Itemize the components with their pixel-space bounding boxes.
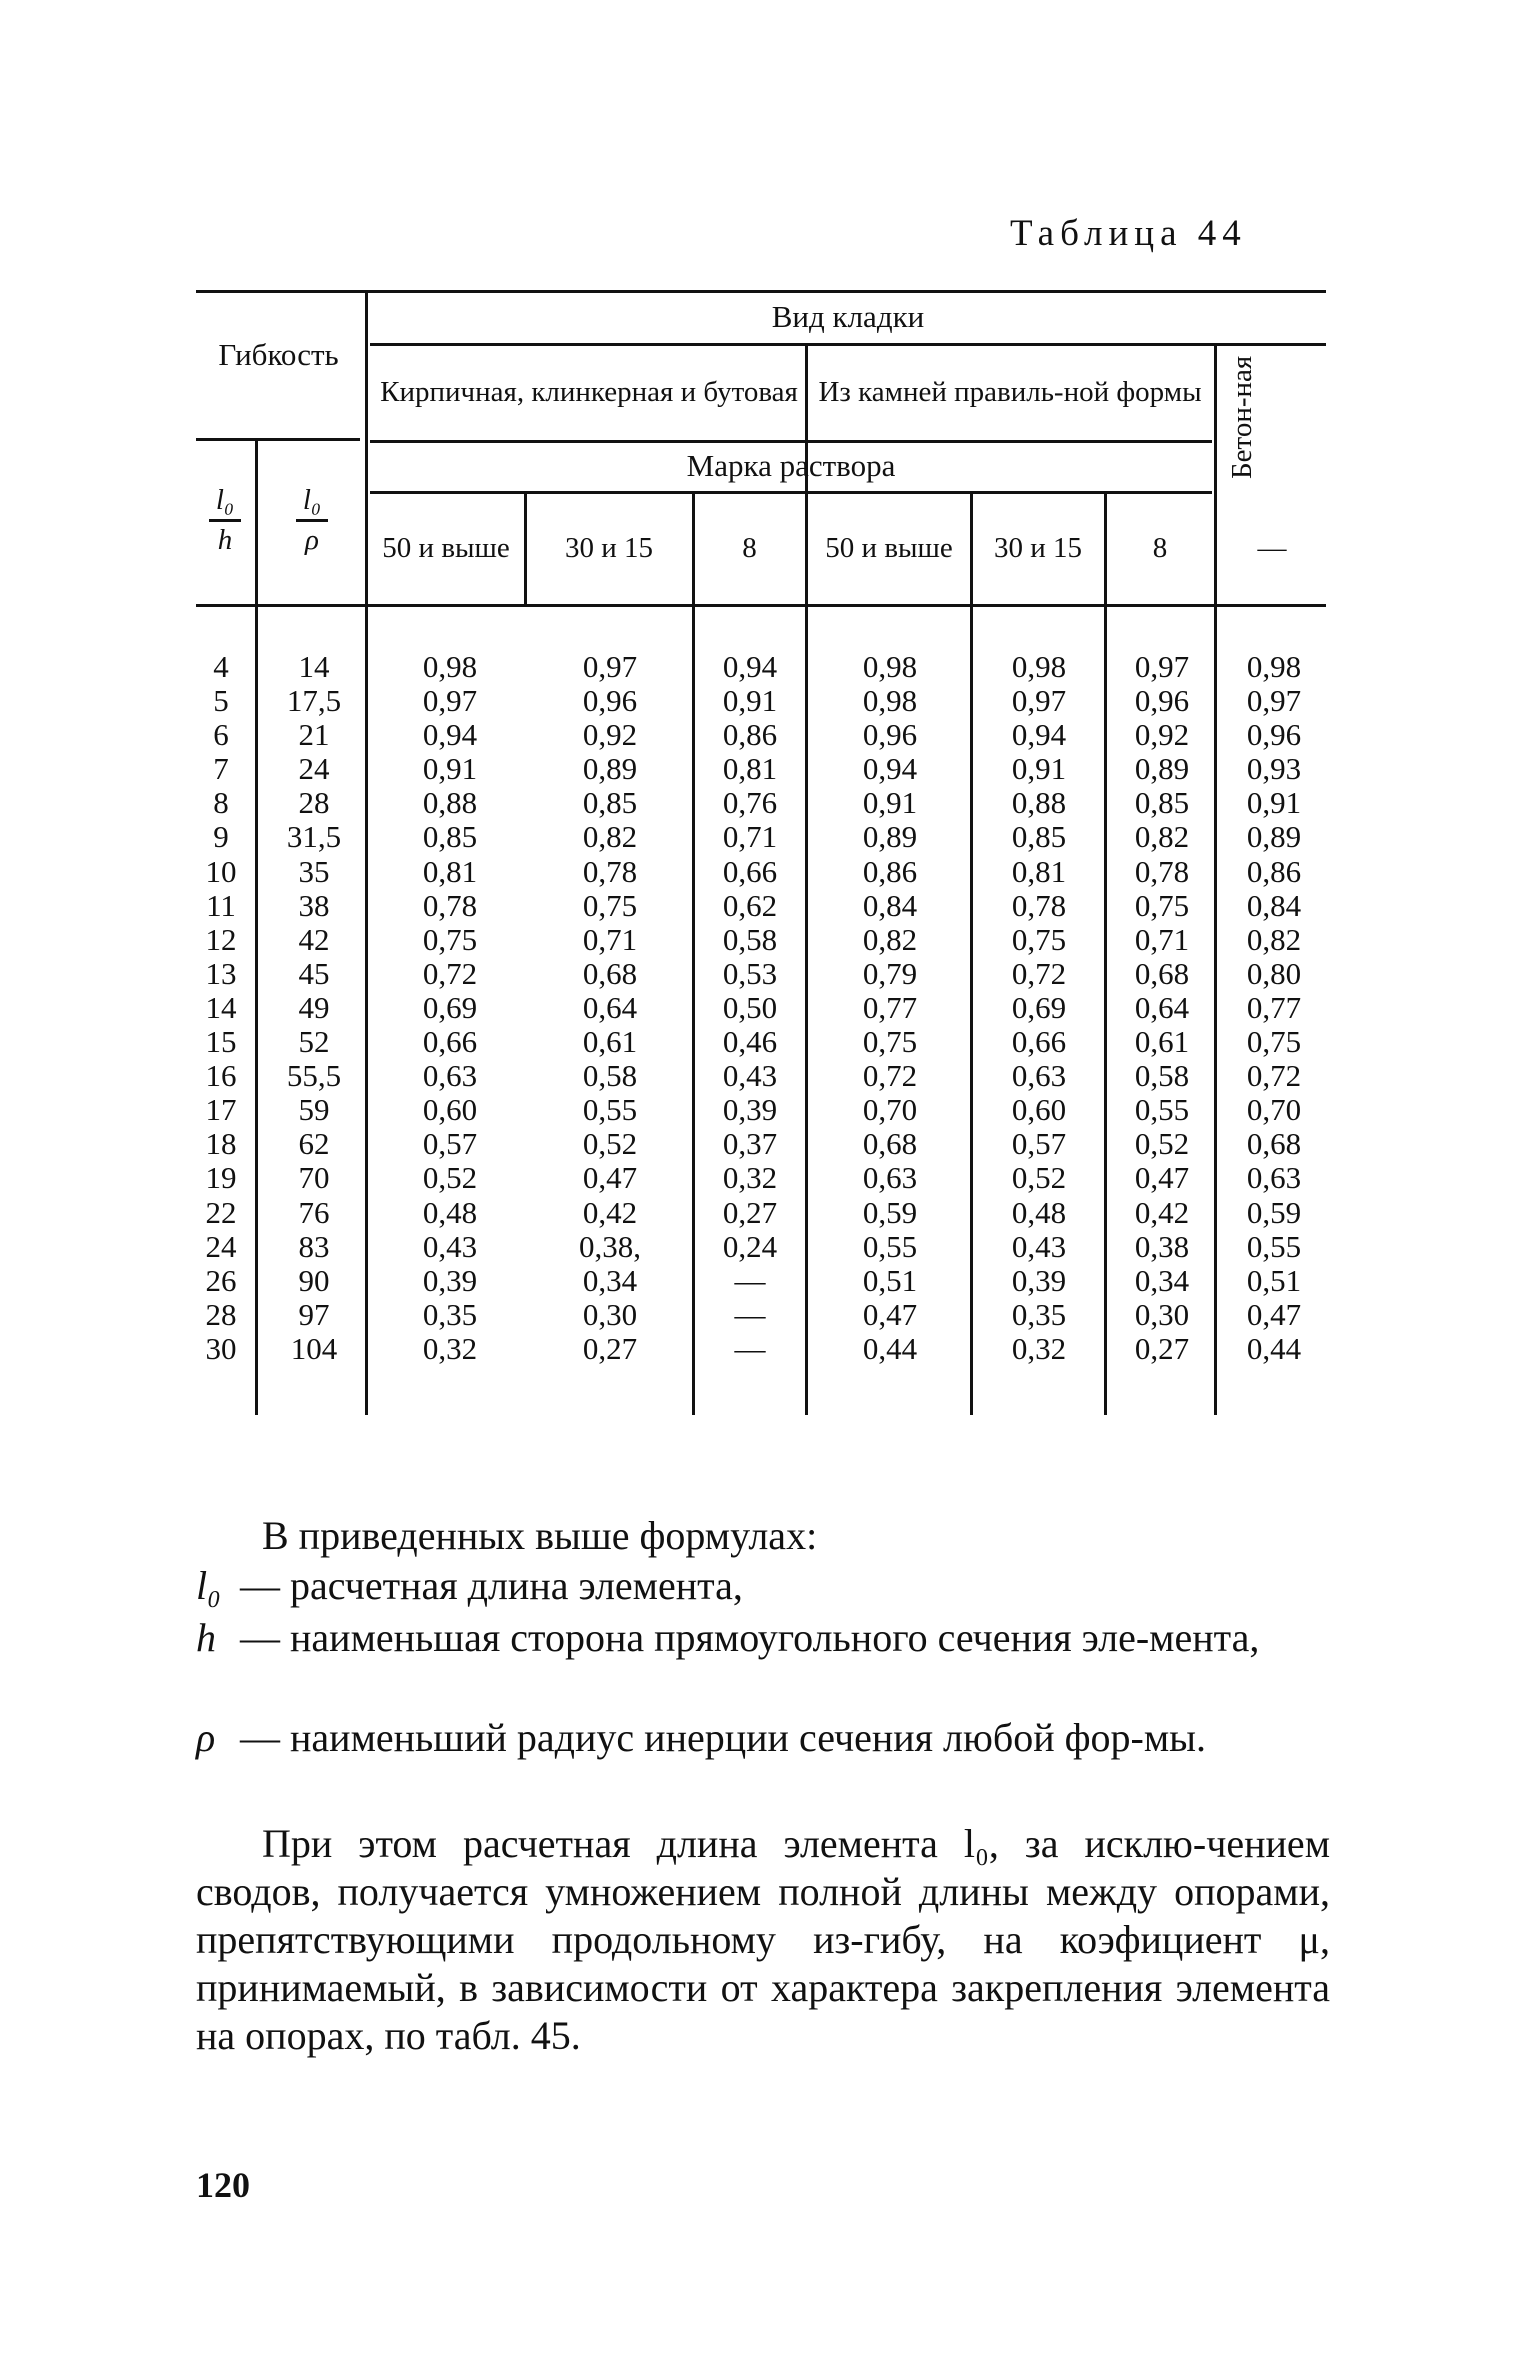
cell-l0h-8: 12 [205,921,237,957]
column-stone-50 [820,650,960,1366]
cell-brick8-15: 0,32 [722,1160,778,1196]
cell-stone50-12: 0,72 [862,1058,918,1094]
cell-stone8-1: 0,96 [1134,683,1190,719]
cell-brick30-1: 0,96 [582,683,638,719]
column-brick-30 [540,650,680,1366]
header-brick-30: 30 и 15 [564,531,654,564]
cell-stone30-0: 0,98 [1011,649,1067,684]
cell-l0rho-13: 59 [298,1092,330,1128]
cell-concrete-19: 0,47 [1246,1296,1302,1332]
cell-stone30-11: 0,66 [1011,1024,1067,1060]
cell-stone50-10: 0,77 [862,989,918,1025]
frac-num-l0b: l₀ [302,484,322,516]
cell-l0h-17: 24 [205,1228,237,1264]
cell-stone8-20: 0,27 [1134,1330,1190,1366]
def1-symbol: l₀ [196,1563,222,1608]
cell-brick50-12: 0,63 [422,1058,478,1094]
cell-l0h-14: 18 [205,1126,237,1162]
cell-l0rho-5: 31,5 [286,819,342,855]
cell-brick50-2: 0,94 [422,717,478,753]
cell-stone50-9: 0,79 [862,955,918,991]
header-vid-kladki: Вид кладки [771,298,925,334]
cell-brick8-5: 0,71 [722,819,778,855]
cell-stone30-3: 0,91 [1011,751,1067,787]
cell-stone50-13: 0,70 [862,1092,918,1128]
cell-brick30-0: 0,97 [582,649,638,684]
vline-h5 [1104,494,1107,1415]
cell-concrete-9: 0,80 [1246,955,1302,991]
cell-brick30-20: 0,27 [582,1330,638,1366]
cell-stone50-7: 0,84 [862,887,918,923]
cell-stone8-8: 0,71 [1134,921,1190,957]
intro-line: В приведенных выше формулах: [262,1513,818,1558]
cell-l0rho-6: 35 [298,853,330,889]
def2-symbol: h [196,1615,216,1660]
def2-text: — наименьшая сторона прямоугольного сечения эле-мента, [240,1615,1260,1660]
cell-stone30-4: 0,88 [1011,785,1067,821]
cell-l0h-18: 26 [205,1262,237,1298]
cell-brick50-18: 0,39 [422,1262,478,1298]
cell-concrete-16: 0,59 [1246,1194,1302,1230]
cell-l0h-12: 16 [205,1058,237,1094]
cell-brick30-11: 0,61 [582,1024,638,1060]
cell-l0rho-18: 90 [298,1262,330,1298]
cell-l0h-5: 9 [213,819,229,855]
column-concrete [1222,650,1326,1366]
cell-concrete-13: 0,70 [1246,1092,1302,1128]
cell-concrete-1: 0,97 [1246,683,1302,719]
cell-stone50-15: 0,63 [862,1160,918,1196]
cell-l0h-20: 30 [205,1330,237,1366]
cell-brick50-14: 0,57 [422,1126,478,1162]
column-stone-8 [1110,650,1214,1366]
cell-stone8-17: 0,38 [1134,1228,1190,1264]
cell-l0rho-0: 14 [298,649,330,684]
cell-stone30-17: 0,43 [1011,1228,1067,1264]
cell-l0h-7: 11 [206,887,236,923]
cell-stone8-9: 0,68 [1134,955,1190,991]
header-l0-over-h [196,484,254,557]
cell-stone30-6: 0,81 [1011,853,1067,889]
cell-stone30-7: 0,78 [1011,887,1067,923]
cell-l0rho-20: 104 [290,1330,338,1366]
header-kirpich: Кирпичная, клинкерная и бутовая [380,375,798,408]
cell-brick50-8: 0,75 [422,921,478,957]
cell-brick30-9: 0,68 [582,955,638,991]
header-stone-8: 8 [1152,531,1168,564]
header-concrete-dash: — [1257,531,1287,564]
cell-l0rho-17: 83 [298,1228,330,1264]
cell-stone50-14: 0,68 [862,1126,918,1162]
cell-brick30-2: 0,92 [582,717,638,753]
cell-brick8-9: 0,53 [722,955,778,991]
cell-brick8-10: 0,50 [722,989,778,1025]
cell-stone30-20: 0,32 [1011,1330,1067,1366]
header-marka: Марка раствора [686,448,896,484]
cell-stone8-2: 0,92 [1134,717,1190,753]
cell-brick8-3: 0,81 [722,751,778,787]
cell-stone8-3: 0,89 [1134,751,1190,787]
frac-den-rho: ρ [305,524,319,556]
vline-l0 [255,440,258,1415]
cell-stone30-15: 0,52 [1011,1160,1067,1196]
header-stone-50: 50 и выше [825,531,953,564]
cell-brick8-14: 0,37 [722,1126,778,1162]
cell-stone8-18: 0,34 [1134,1262,1190,1298]
cell-concrete-7: 0,84 [1246,887,1302,923]
header-brick-8: 8 [742,531,757,564]
cell-stone8-12: 0,58 [1134,1058,1190,1094]
frac-den-h: h [217,524,233,556]
cell-stone30-18: 0,39 [1011,1262,1067,1298]
cell-stone50-16: 0,59 [862,1194,918,1230]
cell-concrete-17: 0,55 [1246,1228,1302,1264]
column-l0-rho [262,650,366,1366]
cell-brick50-5: 0,85 [422,819,478,855]
cell-stone30-13: 0,60 [1011,1092,1067,1128]
cell-stone30-12: 0,63 [1011,1058,1067,1094]
cell-stone50-19: 0,47 [862,1296,918,1332]
cell-l0rho-2: 21 [298,717,330,753]
header-kamni: Из камней правиль-ной формы [818,375,1202,408]
cell-brick50-3: 0,91 [422,751,478,787]
cell-concrete-15: 0,63 [1246,1160,1302,1196]
def3-symbol: ρ [196,1715,216,1760]
cell-brick30-17: 0,38, [579,1228,641,1264]
cell-stone30-9: 0,72 [1011,955,1067,991]
cell-brick50-9: 0,72 [422,955,478,991]
cell-brick30-4: 0,85 [582,785,638,821]
cell-brick8-19: — [734,1296,766,1332]
cell-brick30-10: 0,64 [582,989,638,1025]
cell-l0h-13: 17 [205,1092,237,1128]
vline-h4 [970,494,973,1415]
cell-brick50-15: 0,52 [422,1160,478,1196]
vline-h2 [692,494,695,1415]
cell-l0h-11: 15 [205,1024,237,1060]
column-stone-30 [976,650,1102,1366]
cell-concrete-2: 0,96 [1246,717,1302,753]
cell-brick8-8: 0,58 [722,921,778,957]
header-l0-over-rho [260,484,364,557]
cell-brick50-6: 0,81 [422,853,478,889]
cell-l0rho-12: 55,5 [286,1058,342,1094]
cell-brick50-1: 0,97 [422,683,478,719]
cell-stone50-2: 0,96 [862,717,918,753]
column-brick-8 [698,650,802,1366]
cell-stone8-5: 0,82 [1134,819,1190,855]
cell-stone8-19: 0,30 [1134,1296,1190,1332]
cell-concrete-6: 0,86 [1246,853,1302,889]
cell-brick8-0: 0,94 [722,649,778,684]
cell-stone30-1: 0,97 [1011,683,1067,719]
cell-concrete-3: 0,93 [1246,751,1302,787]
cell-l0h-9: 13 [205,955,237,991]
cell-stone50-20: 0,44 [862,1330,918,1366]
rule-under-marka [370,491,1212,494]
cell-l0rho-11: 52 [298,1024,330,1060]
header-stone-30: 30 и 15 [993,531,1083,564]
cell-brick30-3: 0,89 [582,751,638,787]
cell-stone8-10: 0,64 [1134,989,1190,1025]
vline-h1 [524,494,527,604]
cell-brick50-16: 0,48 [422,1194,478,1230]
cell-concrete-18: 0,51 [1246,1262,1302,1298]
vline-h3 [805,346,808,1415]
cell-l0rho-14: 62 [298,1126,330,1162]
cell-stone8-7: 0,75 [1134,887,1190,923]
cell-stone30-19: 0,35 [1011,1296,1067,1332]
frac-num-l0: l₀ [215,484,235,516]
cell-concrete-14: 0,68 [1246,1126,1302,1162]
cell-stone8-13: 0,55 [1134,1092,1190,1128]
cell-brick30-15: 0,47 [582,1160,638,1196]
cell-l0h-2: 6 [213,717,229,753]
cell-stone8-4: 0,85 [1134,785,1190,821]
cell-brick8-20: — [734,1330,766,1366]
cell-stone30-2: 0,94 [1011,717,1067,753]
cell-l0rho-8: 42 [298,921,330,957]
cell-stone8-0: 0,97 [1134,649,1190,684]
cell-l0h-16: 22 [205,1194,237,1230]
cell-brick8-12: 0,43 [722,1058,778,1094]
cell-brick50-0: 0,98 [422,649,478,684]
cell-brick30-19: 0,30 [582,1296,638,1332]
cell-brick30-5: 0,82 [582,819,638,855]
cell-brick50-13: 0,60 [422,1092,478,1128]
cell-concrete-12: 0,72 [1246,1058,1302,1094]
cell-l0h-19: 28 [205,1296,237,1332]
page-number: 120 [196,2165,250,2205]
cell-brick8-18: — [734,1262,766,1298]
cell-l0h-6: 10 [205,853,237,889]
cell-stone30-5: 0,85 [1011,819,1067,855]
cell-brick50-19: 0,35 [422,1296,478,1332]
cell-stone8-15: 0,47 [1134,1160,1190,1196]
cell-brick8-6: 0,66 [722,853,778,889]
cell-stone8-11: 0,61 [1134,1024,1190,1060]
cell-stone50-18: 0,51 [862,1262,918,1298]
header-brick-50: 50 и выше [382,531,510,564]
cell-stone8-14: 0,52 [1134,1126,1190,1162]
cell-l0rho-15: 70 [298,1160,330,1196]
cell-concrete-4: 0,91 [1246,785,1302,821]
cell-l0h-0: 4 [213,649,229,684]
cell-brick8-7: 0,62 [722,887,778,923]
cell-concrete-10: 0,77 [1246,989,1302,1025]
cell-concrete-20: 0,44 [1246,1330,1302,1366]
cell-concrete-0: 0,98 [1246,649,1302,684]
cell-l0h-1: 5 [213,683,229,719]
rule-under-gibkost [196,438,360,441]
cell-stone30-10: 0,69 [1011,989,1067,1025]
cell-l0rho-16: 76 [298,1194,330,1230]
cell-brick30-16: 0,42 [582,1194,638,1230]
cell-concrete-8: 0,82 [1246,921,1302,957]
cell-brick8-2: 0,86 [722,717,778,753]
cell-brick30-7: 0,75 [582,887,638,923]
cell-l0rho-7: 38 [298,887,330,923]
cell-stone8-16: 0,42 [1134,1194,1190,1230]
cell-stone30-8: 0,75 [1011,921,1067,957]
cell-brick30-12: 0,58 [582,1058,638,1094]
column-l0-h [196,650,246,1366]
cell-stone30-14: 0,57 [1011,1126,1067,1162]
cell-l0h-10: 14 [205,989,237,1025]
cell-brick8-11: 0,46 [722,1024,778,1060]
cell-stone50-1: 0,98 [862,683,918,719]
header-gibkost: Гибкость [218,336,339,372]
cell-brick8-16: 0,27 [722,1194,778,1230]
cell-l0rho-9: 45 [298,955,330,991]
cell-brick8-4: 0,76 [722,785,778,821]
cell-stone50-3: 0,94 [862,751,918,787]
cell-l0h-3: 7 [213,751,229,787]
cell-brick50-11: 0,66 [422,1024,478,1060]
cell-stone50-6: 0,86 [862,853,918,889]
cell-l0h-15: 19 [205,1160,237,1196]
def1-text: — расчетная длина элемента, [240,1563,743,1608]
cell-stone50-0: 0,98 [862,649,918,684]
cell-l0rho-1: 17,5 [286,683,342,719]
cell-brick50-4: 0,88 [422,785,478,821]
cell-brick50-20: 0,32 [422,1330,478,1366]
column-brick-50 [380,650,520,1366]
header-beton: Бетон-ная [1226,355,1258,479]
cell-brick50-17: 0,43 [422,1228,478,1264]
cell-brick8-17: 0,24 [722,1228,778,1264]
vline-h6 [1214,346,1217,1415]
cell-brick8-13: 0,39 [722,1092,778,1128]
cell-brick30-8: 0,71 [582,921,638,957]
table-caption: Таблица 44 [1010,213,1247,254]
main-paragraph: При этом расчетная длина элемента l₀, за исклю-чением сводов, получается умножением полной длины между опорами, препятствующими продольному из-гибу, на коэфициент μ, принимаемый, в зависимости от характера закрепления элемента на опорах, по табл. 45. [196,1821,1330,2058]
cell-concrete-5: 0,89 [1246,819,1302,855]
cell-brick50-7: 0,78 [422,887,478,923]
cell-stone50-17: 0,55 [862,1228,918,1264]
cell-brick30-18: 0,34 [582,1262,638,1298]
cell-stone50-4: 0,91 [862,785,918,821]
cell-stone50-5: 0,89 [862,819,918,855]
cell-l0rho-19: 97 [298,1296,330,1332]
cell-l0rho-3: 24 [298,751,330,787]
cell-stone50-8: 0,82 [862,921,918,957]
cell-l0rho-4: 28 [298,785,330,821]
cell-brick30-6: 0,78 [582,853,638,889]
cell-l0h-4: 8 [213,785,229,821]
cell-brick30-14: 0,52 [582,1126,638,1162]
cell-stone30-16: 0,48 [1011,1194,1067,1230]
cell-brick8-1: 0,91 [722,683,778,719]
cell-concrete-11: 0,75 [1246,1024,1302,1060]
cell-brick50-10: 0,69 [422,989,478,1025]
cell-brick30-13: 0,55 [582,1092,638,1128]
def3-text: — наименьший радиус инерции сечения любой фор-мы. [240,1715,1207,1760]
cell-stone8-6: 0,78 [1134,853,1190,889]
cell-l0rho-10: 49 [298,989,330,1025]
cell-stone50-11: 0,75 [862,1024,918,1060]
